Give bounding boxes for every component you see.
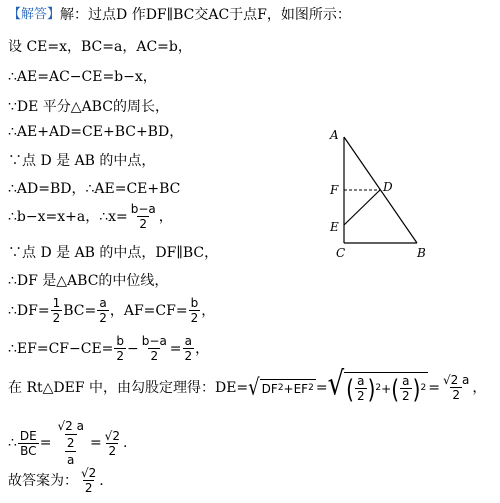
b-half-fraction [189, 296, 201, 325]
step-13-therefore: ∴ [8, 435, 17, 451]
step-1: 设 CE=x，BC=a，AC=b， [8, 39, 192, 55]
ef-equals: = [169, 340, 182, 357]
final-period: . [99, 472, 104, 489]
segment-de [344, 190, 380, 225]
sq-a-den-1: 2 [356, 389, 365, 403]
step-10 [8, 296, 215, 325]
sq-a-num-1: a [357, 374, 365, 388]
eq-1: = [315, 379, 328, 396]
de-sqrt-1-body [260, 379, 316, 397]
step-13 [8, 418, 127, 468]
sq-a-den-2: 2 [402, 389, 410, 403]
open-paren: ( [391, 372, 400, 405]
df-exp: 2 [277, 383, 284, 393]
b-half-den: 2 [190, 311, 199, 325]
step-12-text: 在 Rt△DEF 中，由勾股定理得：DE= [8, 379, 249, 396]
label-b: B [417, 246, 426, 260]
label-a: A [330, 128, 339, 142]
de-bc-num: DE [19, 428, 37, 443]
sq-a-fraction-2 [400, 374, 412, 403]
ef-b-den: 2 [116, 349, 125, 363]
step-11 [8, 334, 209, 363]
step-10-comma: ， [201, 302, 216, 319]
intro-text: 解：过点D 作DF∥BC交AC于点F，如图所示： [60, 7, 351, 23]
ef-bma-num: b−a [141, 334, 167, 348]
step-10-text: ∴DF= [8, 302, 50, 319]
sqrt2a-num: √2 a [442, 373, 470, 387]
de-bc-fraction [18, 429, 39, 458]
ef-a-den: 2 [184, 349, 193, 363]
eq-4: = [89, 435, 102, 451]
half-den: 2 [52, 311, 61, 325]
label-e: E [330, 220, 339, 234]
half-fraction [51, 296, 63, 325]
radical-icon: √ [327, 365, 345, 404]
a-half-num: a [99, 296, 107, 310]
compound-num [52, 418, 88, 451]
eq-2: = [428, 379, 440, 396]
step-6: ∴AD=BD，∴AE=CE+BC [8, 181, 181, 197]
close-paren: ) [412, 372, 421, 405]
eq-3: = [39, 435, 52, 451]
step-11-comma: ， [195, 340, 210, 357]
half-num: 1 [52, 296, 61, 310]
sq-exp-1: 2 [375, 383, 382, 393]
inner-fraction [55, 418, 85, 451]
compound-fraction [52, 418, 88, 468]
step-12-comma: ， [472, 379, 487, 396]
de-sqrt-1 [248, 373, 316, 400]
triangle-figure [322, 125, 432, 265]
result-fraction [103, 429, 122, 458]
radical-icon: √ [248, 373, 260, 400]
result-den: 2 [108, 443, 117, 458]
final-num: √2 [81, 466, 97, 480]
step-2: ∴AE=AC−CE=b−x， [8, 69, 157, 85]
sq-exp-2: 2 [420, 383, 427, 393]
step-3: ∵DE 平分△ABC的周长， [8, 99, 169, 115]
ef-minus: − [127, 340, 139, 357]
x-fraction-den: 2 [139, 217, 148, 231]
label-c: C [336, 246, 346, 260]
solution-header [8, 6, 351, 24]
ef-b-num: b [116, 334, 125, 348]
sqrt2a-fraction [441, 373, 471, 402]
step-9: ∴DF 是△ABC的中位线， [8, 273, 169, 289]
ef-bma-fraction [140, 334, 169, 363]
de-sqrt-2 [327, 365, 429, 405]
sqrt2a-den: 2 [452, 388, 460, 402]
ef-exp: 2 [308, 383, 314, 393]
compound-den: a [67, 453, 75, 467]
inner-num: √2 a [57, 419, 84, 433]
ef-term: +EF [283, 381, 309, 396]
x-fraction [129, 202, 158, 231]
step-7 [8, 202, 173, 231]
label-f: F [330, 183, 339, 197]
b-half-num: b [190, 296, 199, 310]
ef-a-num: a [184, 334, 193, 348]
close-paren: ) [367, 372, 376, 405]
de-sqrt-2-body [344, 372, 428, 403]
step-5: ∵点 D 是 AB 的中点， [8, 153, 156, 169]
final-answer [8, 466, 104, 495]
bc-eq-text: BC= [63, 302, 97, 319]
open-paren: ( [346, 372, 354, 405]
step-11-text: ∴EF=CF−CE= [8, 340, 114, 357]
ef-b-fraction [114, 334, 126, 363]
x-fraction-num: b−a [130, 202, 156, 216]
ef-a-fraction [183, 334, 195, 363]
final-fraction [79, 466, 98, 495]
answer-tag: 【解答】 [8, 7, 61, 22]
result-num: √2 [104, 428, 120, 443]
sq-a-fraction-1 [355, 374, 367, 403]
inner-den: 2 [66, 436, 75, 450]
step-7-comma: ， [158, 208, 173, 225]
step-13-period: . [122, 435, 128, 451]
label-d: D [383, 180, 393, 194]
final-answer-text: 故答案为： [8, 472, 78, 489]
step-8: ∵点 D 是 AB 的中点，DF∥BC， [8, 245, 219, 261]
final-den: 2 [84, 481, 93, 495]
a-half-fraction [97, 296, 109, 325]
step-12 [8, 365, 487, 405]
sq-a-num-2: a [402, 374, 410, 388]
a-half-den: 2 [99, 311, 107, 325]
ef-bma-den: 2 [150, 349, 159, 363]
de-bc-den: BC [20, 443, 37, 458]
step-7-text: ∴b−x=x+a，∴x= [8, 208, 128, 225]
step-4: ∴AE+AD=CE+BC+BD， [8, 124, 184, 140]
plus-sign: + [381, 381, 392, 396]
df-term: DF [261, 381, 278, 396]
af-cf-text: ，AF=CF= [109, 302, 188, 319]
